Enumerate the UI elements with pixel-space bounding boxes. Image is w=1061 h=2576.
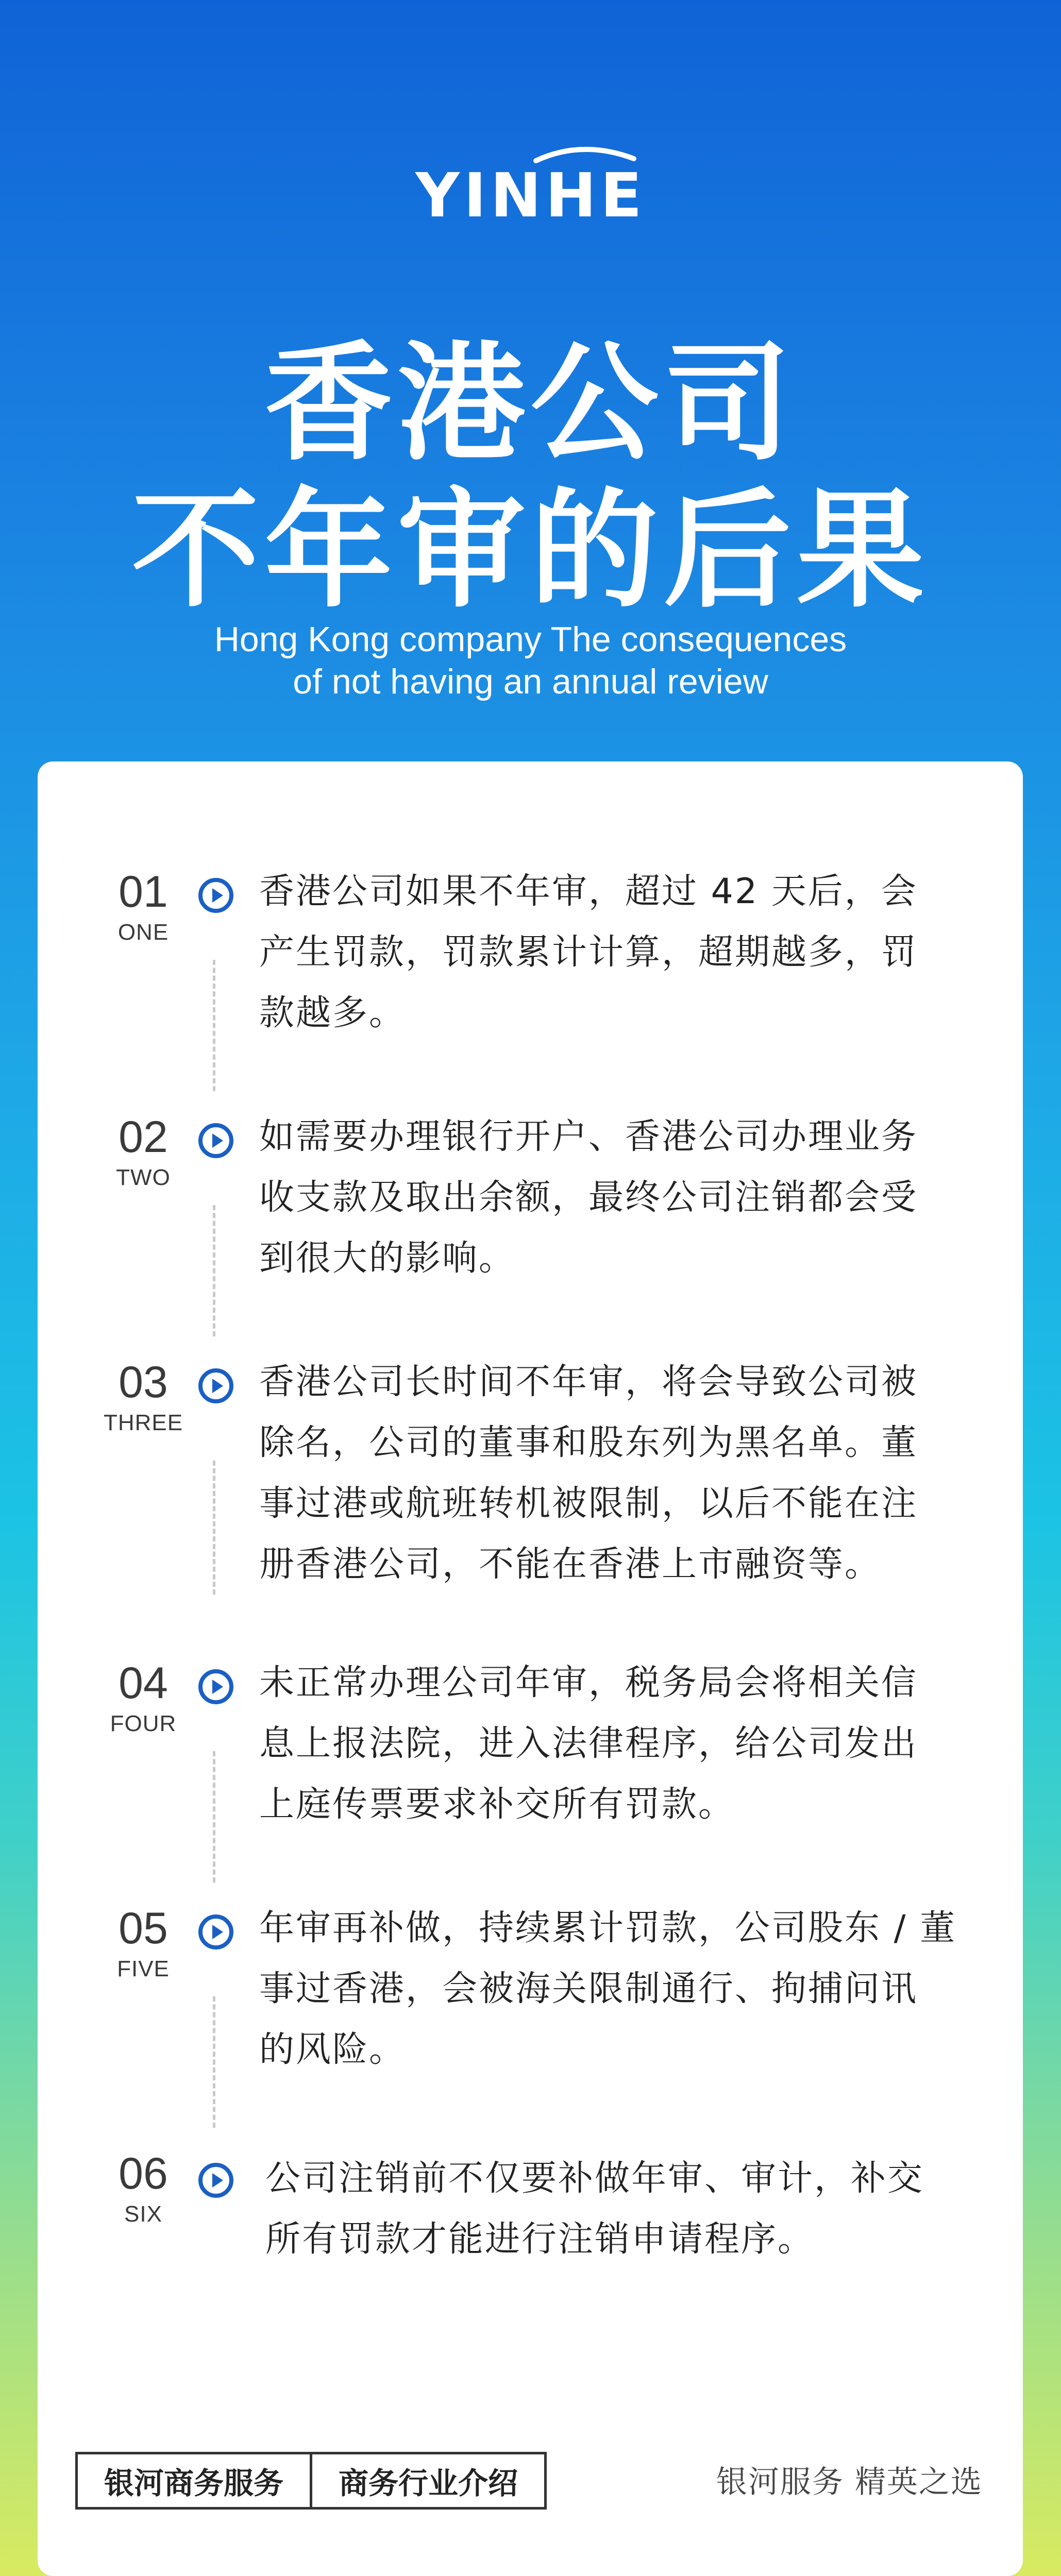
play-circle-icon [198,878,233,913]
item-text-line: 事过香港，会被海关限制通行、拘捕问讯 [259,1969,918,2009]
footer-slogan: 银河服务 精英之选 [716,2464,983,2500]
item-text-line: 香港公司如果不年审，超过 42 天后，会 [259,871,918,912]
item-text [259,1107,1022,1289]
item-text-line: 到很大的影响。 [259,1238,516,1279]
item-text-line: 未正常办理公司年审，税务局会将相关信 [259,1663,918,1703]
item-text [259,861,1022,1044]
item-text-line: 产生罚款，罚款累计计算，超期越多，罚 [259,932,918,973]
footer-tag-yinhe-service: 银河商务服务 [104,2466,283,2501]
play-circle-icon [198,1669,233,1704]
item-number: 03 [119,1358,168,1407]
page-title-line2: 不年审的后果 [131,477,930,625]
play-circle-icon [198,1914,233,1950]
item-text-line: 上庭传票要求补交所有罚款。 [259,1784,735,1825]
item-number: 06 [119,2149,168,2198]
item-number: 02 [119,1112,168,1162]
item-number-label: FIVE [117,1956,170,1981]
item-text-line: 册香港公司，不能在香港上市融资等。 [259,1544,882,1585]
item-text-line: 收支款及取出余额，最终公司注销都会受 [259,1177,918,1218]
item-number-label: ONE [117,920,169,945]
item-text-line: 的风险。 [259,2029,406,2070]
item-text [265,2148,1028,2270]
play-circle-icon [198,1123,233,1158]
dashed-divider [213,1996,215,2128]
item-text-line: 如需要办理银行开户、香港公司办理业务 [259,1116,918,1157]
item-number-label: THREE [103,1410,183,1435]
play-circle-icon [198,2163,233,2198]
item-text [259,1898,1022,2080]
item-number-label: FOUR [110,1711,177,1736]
play-circle-icon [198,1368,233,1403]
item-text-line: 香港公司长时间不年审，将会导致公司被 [259,1362,918,1402]
item-text-line: 息上报法院，进入法律程序，给公司发出 [259,1723,918,1764]
dashed-divider [213,960,215,1091]
logo-text: YINHE [415,160,646,231]
item-text [259,1352,1022,1595]
item-number: 01 [119,867,168,917]
item-text-line: 款越多。 [259,993,406,1033]
dashed-divider [213,1751,215,1883]
page-title-line1: 香港公司 [264,330,797,478]
footer-tag-industry-intro: 商务行业介绍 [310,2454,544,2507]
item-text-line: 所有罚款才能进行注销申请程序。 [265,2219,815,2260]
logo [0,129,1061,232]
item-text-line: 事过港或航班转机被限制，以后不能在注 [259,1483,918,1524]
item-text-line: 年审再补做，持续累计罚款，公司股东 / 董 [259,1908,957,1948]
item-number: 05 [119,1904,168,1953]
subtitle-line1: Hong Kong company The consequences [214,620,847,659]
content-card [38,761,1023,2576]
subtitle-line2: of not having an annual review [293,662,768,701]
item-number-label: SIX [124,2201,162,2227]
item-number: 04 [119,1658,168,1708]
dashed-divider [213,1461,215,1595]
footer-tags [75,2452,547,2510]
item-text-line: 除名，公司的董事和股东列为黑名单。董 [259,1422,918,1463]
item-text-line: 公司注销前不仅要补做年审、审计，补交 [265,2158,924,2199]
item-number-label: TWO [116,1165,171,1190]
dashed-divider [213,1205,215,1336]
yinhe-logo-icon [366,129,696,232]
item-text [259,1653,1022,1835]
